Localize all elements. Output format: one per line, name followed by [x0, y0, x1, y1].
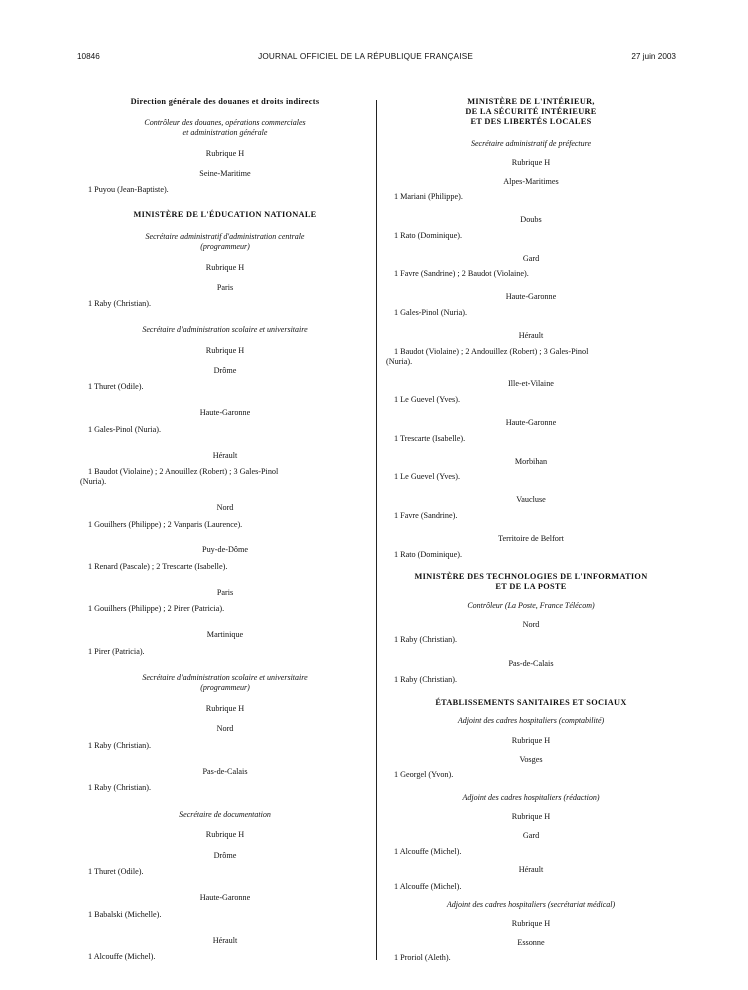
grade-title: Secrétaire administratif de préfecture	[470, 139, 592, 148]
subheading: Haute-Garonne	[505, 292, 557, 301]
right-column	[386, 92, 676, 972]
subheading: Haute-Garonne	[199, 408, 251, 417]
grade-title: Adjoint des cadres hospitaliers (secrétariat médical)	[446, 900, 616, 909]
list-entry: 1 Mariani (Philippe).	[394, 192, 463, 201]
grade-title: Secrétaire d'administration scolaire et universitaire	[142, 325, 308, 334]
subheading: Rubrique H	[205, 704, 245, 713]
subheading: Hérault	[518, 865, 544, 874]
subheading: Vosges	[519, 755, 543, 764]
subheading: Nord	[216, 503, 234, 512]
grade-title: et administration générale	[182, 128, 268, 137]
list-entry: 1 Gouilhers (Philippe) ; 2 Vanparis (Laurence).	[88, 520, 243, 529]
list-entry: 1 Favre (Sandrine).	[394, 511, 458, 520]
subheading: Gard	[522, 831, 540, 840]
grade-title: (programmeur)	[200, 242, 250, 251]
list-entry: 1 Raby (Christian).	[88, 741, 151, 750]
subheading: Hérault	[212, 936, 238, 945]
list-entry: 1 Gales-Pinol (Nuria).	[88, 425, 161, 434]
issue-date: 27 juin 2003	[631, 51, 676, 61]
list-entry: 1 Georgel (Yvon).	[394, 770, 454, 779]
subheading: Rubrique H	[205, 830, 245, 839]
section-heading: DE LA SÉCURITÉ INTÉRIEURE	[465, 107, 597, 116]
subheading: Territoire de Belfort	[498, 534, 564, 543]
page-number: 10846	[77, 51, 100, 61]
subheading: Rubrique H	[511, 919, 551, 928]
list-entry: 1 Alcouffe (Michel).	[394, 882, 462, 891]
list-entry: 1 Alcouffe (Michel).	[88, 952, 156, 961]
journal-title: JOURNAL OFFICIEL DE LA RÉPUBLIQUE FRANÇAISE	[258, 51, 474, 61]
list-entry-continued: (Nuria).	[386, 357, 413, 366]
subheading: Morbihan	[514, 457, 548, 466]
list-entry: 1 Baudot (Violaine) ; 2 Andouillez (Robert) ; 3 Gales-Pinol	[394, 347, 589, 356]
section-heading: ET DE LA POSTE	[495, 582, 567, 591]
subheading: Pas-de-Calais	[202, 767, 248, 776]
grade-title: Secrétaire de documentation	[179, 810, 271, 819]
grade-title: Adjoint des cadres hospitaliers (comptabilité)	[457, 716, 605, 725]
subheading: Pas-de-Calais	[508, 659, 554, 668]
list-entry: 1 Alcouffe (Michel).	[394, 847, 462, 856]
list-entry-continued: (Nuria).	[80, 477, 107, 486]
list-entry: 1 Le Guevel (Yves).	[394, 395, 461, 404]
subheading: Vaucluse	[516, 495, 546, 504]
list-entry: 1 Gales-Pinol (Nuria).	[394, 308, 467, 317]
list-entry: 1 Raby (Christian).	[394, 635, 457, 644]
grade-title: Secrétaire d'administration scolaire et universitaire	[142, 673, 308, 682]
grade-title: Adjoint des cadres hospitaliers (rédaction)	[462, 793, 600, 802]
list-entry: 1 Babalski (Michelle).	[88, 910, 162, 919]
subheading: Drôme	[213, 851, 237, 860]
list-entry: 1 Trescarte (Isabelle).	[394, 434, 466, 443]
subheading: Rubrique H	[511, 158, 551, 167]
subheading: Rubrique H	[511, 736, 551, 745]
list-entry: 1 Le Guevel (Yves).	[394, 472, 461, 481]
subheading: Haute-Garonne	[199, 893, 251, 902]
subheading: Gard	[522, 254, 540, 263]
subheading: Rubrique H	[205, 263, 245, 272]
subheading: Seine-Maritime	[199, 169, 251, 178]
subheading: Nord	[216, 724, 234, 733]
grade-title: (programmeur)	[200, 683, 250, 692]
grade-title: Secrétaire administratif d'administration centrale	[145, 232, 305, 241]
subheading: Drôme	[213, 366, 237, 375]
list-entry: 1 Puyou (Jean-Baptiste).	[88, 185, 169, 194]
subheading: Paris	[216, 588, 234, 597]
subheading: Paris	[216, 283, 234, 292]
list-entry: 1 Baudot (Violaine) ; 2 Anouillez (Robert) ; 3 Gales-Pinol	[88, 467, 279, 476]
section-heading: Direction générale des douanes et droits indirects	[130, 97, 320, 106]
page-header	[77, 48, 676, 64]
list-entry: 1 Thuret (Odile).	[88, 382, 144, 391]
section-heading: MINISTÈRE DE L'ÉDUCATION NATIONALE	[133, 210, 317, 219]
list-entry: 1 Renard (Pascale) ; 2 Trescarte (Isabelle).	[88, 562, 228, 571]
section-heading: ET DES LIBERTÉS LOCALES	[470, 117, 592, 126]
subheading: Rubrique H	[205, 346, 245, 355]
list-entry: 1 Proriol (Aleth).	[394, 953, 451, 962]
subheading: Hérault	[212, 451, 238, 460]
list-entry: 1 Favre (Sandrine) ; 2 Baudot (Violaine).	[394, 269, 529, 278]
section-heading: MINISTÈRE DE L'INTÉRIEUR,	[467, 97, 595, 106]
grade-title: Contrôleur (La Poste, France Télécom)	[467, 601, 595, 610]
subheading: Nord	[522, 620, 540, 629]
list-entry: 1 Thuret (Odile).	[88, 867, 144, 876]
list-entry: 1 Rato (Dominique).	[394, 231, 462, 240]
subheading: Hérault	[518, 331, 544, 340]
subheading: Rubrique H	[511, 812, 551, 821]
column-divider	[376, 100, 377, 960]
left-column	[80, 92, 370, 972]
section-heading: ÉTABLISSEMENTS SANITAIRES ET SOCIAUX	[435, 698, 627, 707]
list-entry: 1 Raby (Christian).	[394, 675, 457, 684]
grade-title: Contrôleur des douanes, opérations commerciales	[144, 118, 306, 127]
subheading: Rubrique H	[205, 149, 245, 158]
list-entry: 1 Rato (Dominique).	[394, 550, 462, 559]
list-entry: 1 Gouilhers (Philippe) ; 2 Pirer (Patricia).	[88, 604, 225, 613]
subheading: Martinique	[206, 630, 244, 639]
subheading: Haute-Garonne	[505, 418, 557, 427]
subheading: Ille-et-Vilaine	[508, 379, 554, 388]
list-entry: 1 Raby (Christian).	[88, 783, 151, 792]
subheading: Alpes-Maritimes	[503, 177, 559, 186]
subheading: Puy-de-Dôme	[202, 545, 248, 554]
list-entry: 1 Raby (Christian).	[88, 299, 151, 308]
subheading: Essonne	[517, 938, 545, 947]
list-entry: 1 Pirer (Patricia).	[88, 647, 145, 656]
subheading: Doubs	[520, 215, 542, 224]
section-heading: MINISTÈRE DES TECHNOLOGIES DE L'INFORMATION	[414, 572, 648, 581]
